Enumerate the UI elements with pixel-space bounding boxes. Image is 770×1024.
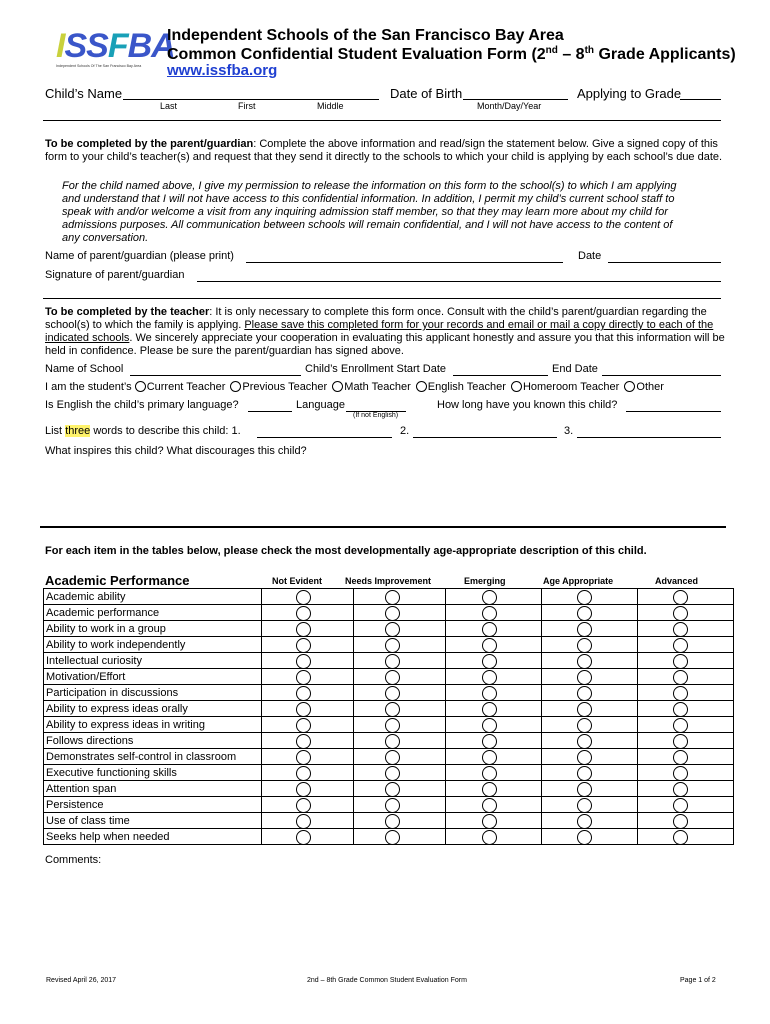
dob-label: Date of Birth	[390, 86, 463, 101]
rating-radio-2[interactable]	[385, 590, 400, 605]
rating-radio-4[interactable]	[577, 670, 592, 685]
role-math-teacher-radio[interactable]	[332, 381, 343, 392]
permission-statement: For the child named above, I give my permission to release the information on this form to the school(s) to which I am applying and understand that I will not have access to this confidential information. In addition, I permit my child’s current school staff to speak with and/or welcome a visit from any inquiring admission staff member, so that they may learn more about my child for admissions purposes. All communication between schools will remain confidential, and I will not have access to the content of any conversation.	[62, 180, 677, 244]
criterion-label: Seeks help when needed	[44, 829, 262, 845]
first-name-caption: First	[238, 101, 256, 111]
rating-radio-4[interactable]	[577, 798, 592, 813]
criterion-label: Intellectual curiosity	[44, 653, 262, 669]
rating-cell	[354, 653, 446, 669]
rating-cell	[354, 701, 446, 717]
logo-wordmark: ISSFBA	[56, 27, 175, 65]
rating-radio-4[interactable]	[577, 638, 592, 653]
rating-radio-5[interactable]	[673, 702, 688, 717]
primary-language-label: Is English the child’s primary language?	[45, 399, 239, 411]
rating-radio-4[interactable]	[577, 654, 592, 669]
rating-radio-5[interactable]	[673, 606, 688, 621]
criterion-label: Academic ability	[44, 589, 262, 605]
rating-radio-2[interactable]	[385, 686, 400, 701]
rating-radio-3[interactable]	[482, 638, 497, 653]
issfba-logo	[52, 27, 175, 70]
three-words-label: List three words to describe this child: 1.	[45, 425, 241, 437]
rating-radio-3[interactable]	[482, 734, 497, 749]
rating-radio-1[interactable]	[296, 830, 311, 845]
rating-radio-4[interactable]	[577, 718, 592, 733]
rating-radio-2[interactable]	[385, 622, 400, 637]
rating-radio-5[interactable]	[673, 734, 688, 749]
rating-cell	[354, 589, 446, 605]
rating-radio-3[interactable]	[482, 670, 497, 685]
word-2-number: 2.	[400, 425, 410, 437]
dob-format-caption: Month/Day/Year	[477, 101, 542, 111]
rating-radio-5[interactable]	[673, 622, 688, 637]
rating-radio-4[interactable]	[577, 590, 592, 605]
rating-radio-4[interactable]	[577, 750, 592, 765]
parent-instructions: To be completed by the parent/guardian: Complete the above information and read/sign the statement below. Give a signed copy of this form to your child’s teacher(s) and request that they send it directly to the schools to which your child is applying by each school’s due date.	[45, 138, 723, 163]
role-homeroom-teacher-radio[interactable]	[511, 381, 522, 392]
grade-field[interactable]	[680, 99, 721, 100]
rating-radio-2[interactable]	[385, 718, 400, 733]
rating-radio-1[interactable]	[296, 718, 311, 733]
rating-radio-3[interactable]	[482, 766, 497, 781]
rating-radio-1[interactable]	[296, 734, 311, 749]
rating-radio-1[interactable]	[296, 590, 311, 605]
rating-cell	[354, 621, 446, 637]
rating-radio-2[interactable]	[385, 654, 400, 669]
rating-radio-4[interactable]	[577, 830, 592, 845]
role-previous-teacher-radio[interactable]	[230, 381, 241, 392]
rating-radio-2[interactable]	[385, 782, 400, 797]
role-option-label: Other	[636, 381, 664, 393]
form-title-line-1: Independent Schools of the San Francisco Bay Area	[167, 27, 564, 44]
rating-radio-2[interactable]	[385, 830, 400, 845]
word-3-number: 3.	[564, 425, 574, 437]
section-divider-thick	[40, 526, 726, 528]
criterion-label: Executive functioning skills	[44, 765, 262, 781]
rating-radio-4[interactable]	[577, 814, 592, 829]
role-current-teacher-radio[interactable]	[135, 381, 146, 392]
rating-radio-4[interactable]	[577, 606, 592, 621]
rating-radio-1[interactable]	[296, 814, 311, 829]
word-1-field[interactable]	[257, 437, 392, 438]
dob-field[interactable]	[463, 99, 568, 100]
role-other-radio[interactable]	[624, 381, 635, 392]
rating-radio-3[interactable]	[482, 686, 497, 701]
rating-cell	[354, 717, 446, 733]
rating-cell	[354, 749, 446, 765]
rating-cell	[354, 797, 446, 813]
rating-radio-3[interactable]	[482, 814, 497, 829]
comments-label: Comments:	[45, 854, 102, 866]
rating-radio-2[interactable]	[385, 638, 400, 653]
role-english-teacher-radio[interactable]	[416, 381, 427, 392]
rating-radio-2[interactable]	[385, 734, 400, 749]
rating-radio-5[interactable]	[673, 654, 688, 669]
school-name-label: Name of School	[45, 363, 124, 375]
end-date-label: End Date	[552, 363, 598, 375]
rating-radio-5[interactable]	[673, 830, 688, 845]
parent-date-label: Date	[578, 250, 602, 262]
form-title-line-2: Common Confidential Student Evaluation Form (2nd – 8th Grade Applicants)	[167, 45, 736, 63]
rating-radio-5[interactable]	[673, 750, 688, 765]
enrollment-start-field[interactable]	[453, 375, 548, 376]
criterion-label: Academic performance	[44, 605, 262, 621]
role-option-label: Homeroom Teacher	[522, 381, 620, 393]
known-duration-field[interactable]	[626, 411, 721, 412]
rating-radio-3[interactable]	[482, 702, 497, 717]
enrollment-start-label: Child’s Enrollment Start Date	[305, 363, 447, 375]
rating-radio-1[interactable]	[296, 622, 311, 637]
rating-radio-1[interactable]	[296, 766, 311, 781]
rating-radio-4[interactable]	[577, 766, 592, 781]
criterion-label: Use of class time	[44, 813, 262, 829]
criterion-label: Ability to express ideas in writing	[44, 717, 262, 733]
rating-radio-2[interactable]	[385, 702, 400, 717]
criterion-label: Ability to work in a group	[44, 621, 262, 637]
teacher-role-row	[45, 381, 664, 394]
rating-cell	[354, 813, 446, 829]
rating-radio-4[interactable]	[577, 622, 592, 637]
tables-instruction: For each item in the tables below, please check the most developmentally age-appropriate description of this child.	[45, 545, 647, 557]
rating-radio-2[interactable]	[385, 750, 400, 765]
word-2-field[interactable]	[413, 437, 557, 438]
criterion-label: Participation in discussions	[44, 685, 262, 701]
not-english-caption: (If not English)	[353, 412, 399, 419]
rating-cell	[354, 829, 446, 845]
col-not-evident: Not Evident	[272, 576, 323, 586]
rating-radio-1[interactable]	[296, 686, 311, 701]
criterion-label: Persistence	[44, 797, 262, 813]
rating-cell	[354, 765, 446, 781]
rating-radio-1[interactable]	[296, 606, 311, 621]
word-3-field[interactable]	[577, 437, 721, 438]
rating-cell	[354, 685, 446, 701]
rating-radio-4[interactable]	[577, 686, 592, 701]
criterion-label: Ability to work independently	[44, 637, 262, 653]
col-advanced: Advanced	[655, 576, 699, 586]
divider	[43, 120, 721, 121]
rating-radio-3[interactable]	[482, 750, 497, 765]
inspires-question: What inspires this child? What discourages this child?	[45, 445, 307, 457]
col-age-appropriate: Age Appropriate	[543, 576, 614, 586]
child-name-label: Child’s Name	[45, 86, 123, 101]
rating-radio-1[interactable]	[296, 670, 311, 685]
middle-name-caption: Middle	[317, 101, 344, 111]
rating-radio-2[interactable]	[385, 766, 400, 781]
parent-date-field[interactable]	[608, 262, 721, 263]
website-link[interactable]: www.issfba.org	[167, 62, 278, 79]
rating-radio-5[interactable]	[673, 590, 688, 605]
teacher-role-label: I am the student’s	[45, 381, 132, 393]
rating-cell	[354, 637, 446, 653]
parent-name-field[interactable]	[246, 262, 563, 263]
signature-label: Signature of parent/guardian	[45, 269, 185, 281]
rating-radio-2[interactable]	[385, 670, 400, 685]
signature-field[interactable]	[197, 281, 721, 282]
child-name-field[interactable]	[123, 99, 379, 100]
rating-radio-3[interactable]	[482, 654, 497, 669]
revision-date: Revised April 26, 2017	[46, 977, 117, 984]
rating-radio-4[interactable]	[577, 782, 592, 797]
rating-radio-4[interactable]	[577, 702, 592, 717]
role-option-label: Current Teacher	[146, 381, 226, 393]
col-needs-improvement: Needs Improvement	[345, 576, 432, 586]
rating-cell	[354, 781, 446, 797]
rating-radio-4[interactable]	[577, 734, 592, 749]
rating-radio-5[interactable]	[673, 670, 688, 685]
primary-language-field[interactable]	[248, 411, 292, 412]
rating-radio-3[interactable]	[482, 718, 497, 733]
page-number: Page 1 of 2	[680, 977, 716, 984]
last-name-caption: Last	[160, 101, 178, 111]
comments-area[interactable]	[45, 870, 721, 970]
rating-cell	[354, 669, 446, 685]
rating-radio-5[interactable]	[673, 798, 688, 813]
rating-radio-3[interactable]	[482, 830, 497, 845]
end-date-field[interactable]	[602, 375, 721, 376]
role-option-label: Previous Teacher	[242, 381, 328, 393]
academic-performance-title: Academic Performance	[45, 573, 190, 588]
rating-radio-5[interactable]	[673, 718, 688, 733]
rating-radio-1[interactable]	[296, 782, 311, 797]
rating-radio-3[interactable]	[482, 782, 497, 797]
criterion-label: Follows directions	[44, 733, 262, 749]
rating-radio-1[interactable]	[296, 750, 311, 765]
criterion-label: Attention span	[44, 781, 262, 797]
role-option-label: English Teacher	[427, 381, 506, 393]
school-name-field[interactable]	[130, 375, 301, 376]
known-duration-label: How long have you known this child?	[437, 399, 618, 411]
teacher-instructions: To be completed by the teacher: It is only necessary to complete this form once. Consult with the child’s parent/guardian regarding the school(s) to which the family is applying. Please save this completed form for your records and email or mail a copy directly to each of the indicated schools. We sincerely appreciate your cooperation in evaluating this applicant honestly and assure you that this information will be held in confidence. Please be sure the parent/guardian has signed above.	[45, 306, 725, 357]
rating-radio-1[interactable]	[296, 702, 311, 717]
role-option-label: Math Teacher	[344, 381, 411, 393]
rating-radio-5[interactable]	[673, 782, 688, 797]
rating-radio-1[interactable]	[296, 654, 311, 669]
grade-label: Applying to Grade	[577, 86, 682, 101]
inspires-answer-area[interactable]	[45, 462, 721, 524]
logo-subtitle: Independent Schools Of The San Francisco Bay Area	[56, 64, 142, 68]
rating-radio-5[interactable]	[673, 686, 688, 701]
footer-form-name: 2nd – 8th Grade Common Student Evaluation Form	[307, 977, 467, 984]
criterion-label: Motivation/Effort	[44, 669, 262, 685]
rating-cell	[354, 605, 446, 621]
criterion-label: Ability to express ideas orally	[44, 701, 262, 717]
rating-radio-1[interactable]	[296, 798, 311, 813]
criterion-label: Demonstrates self-control in classroom	[44, 749, 262, 765]
col-emerging: Emerging	[464, 576, 506, 586]
rating-radio-3[interactable]	[482, 606, 497, 621]
rating-radio-5[interactable]	[673, 638, 688, 653]
language-label: Language	[296, 399, 345, 411]
rating-radio-5[interactable]	[673, 814, 688, 829]
rating-radio-3[interactable]	[482, 590, 497, 605]
rating-radio-1[interactable]	[296, 638, 311, 653]
rating-radio-3[interactable]	[482, 622, 497, 637]
rating-radio-3[interactable]	[482, 798, 497, 813]
divider	[43, 298, 721, 299]
rating-radio-5[interactable]	[673, 766, 688, 781]
rating-radio-2[interactable]	[385, 798, 400, 813]
parent-name-label: Name of parent/guardian (please print)	[45, 250, 234, 262]
rating-radio-2[interactable]	[385, 814, 400, 829]
rating-radio-2[interactable]	[385, 606, 400, 621]
rating-cell	[354, 733, 446, 749]
